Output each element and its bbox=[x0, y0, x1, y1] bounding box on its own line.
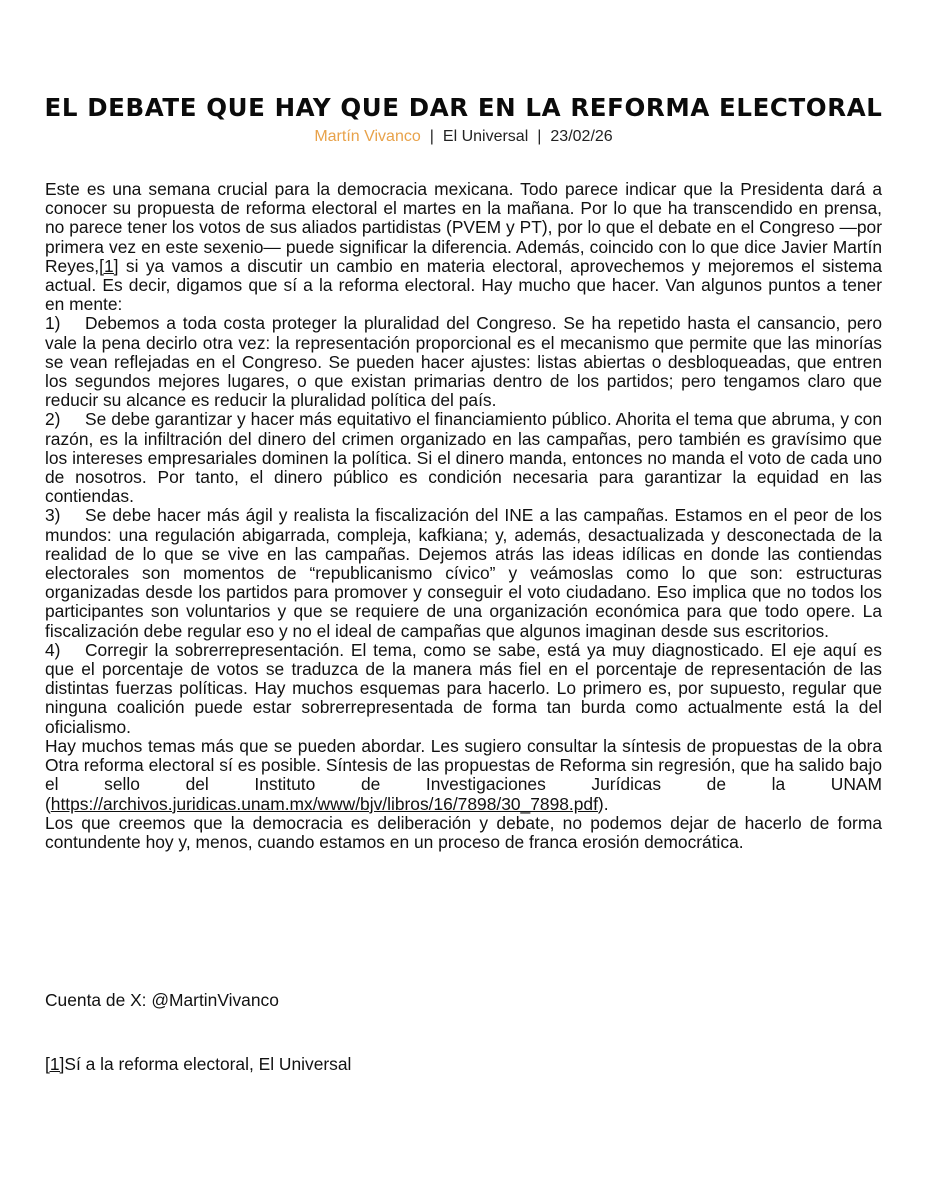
footnote-text: Sí a la reforma electoral, El Universal bbox=[64, 1054, 352, 1074]
point-number: 4) bbox=[45, 639, 61, 660]
point-number: 3) bbox=[45, 505, 61, 526]
point-text: Se debe garantizar y hacer más equitativo el financiamiento público. Ahorita el tema que abruma, y con razón, es la infiltración del dinero del crimen organizado en las campañas, pero también es gravísimo que los intereses empresariales dominen la política. Si el dinero manda, entonces no manda el voto de cada uno de nosotros. Por tanto, el dinero público es condición necesaria para garantizar la equidad en las contiendas. bbox=[45, 409, 882, 507]
point-number: 1) bbox=[45, 313, 61, 334]
footnote bbox=[45, 1055, 351, 1074]
point-text: Debemos a toda costa proteger la pluralidad del Congreso. Se ha repetido hasta el cansancio, pero vale la pena decirlo otra vez: la representación proporcional es el mecanismo que permite que las minorías se vean reflejadas en el Congreso. Se pueden hacer ajustes: listas abiertas o desbloqueadas, que entren los segundos mejores lugares, o que existan primarias dentro de los partidos; pero tengamos claro que reducir su alcance es reducir la pluralidad política del país. bbox=[45, 313, 882, 411]
article-title: EL DEBATE QUE HAY QUE DAR EN LA REFORMA ELECTORAL bbox=[44, 93, 883, 122]
byline bbox=[0, 128, 927, 146]
point-item-4 bbox=[45, 641, 882, 737]
author-name: Martín Vivanco bbox=[314, 128, 421, 145]
point-item-3 bbox=[45, 506, 882, 640]
point-text: Corregir la sobrerrepresentación. El tema, como se sabe, está ya muy diagnosticado. El eje aquí es que el porcentaje de votos se traduzca de la manera más fiel en el porcentaje de representación de las distintas fuerzas políticas. Hay muchos esquemas para hacerlo. Lo primero es, por supuesto, regular que ninguna coalición puede estar sobrerrepresentada de forma tan burda como actualmente está la del oficialismo. bbox=[45, 639, 882, 737]
intro-text-part2: si ya vamos a discutir un cambio en materia electoral, aprovechemos y mejoremos el sistema actual. Es decir, digamos que sí a la reforma electoral. Hay mucho que hacer. Van algunos puntos a tener en mente: bbox=[45, 255, 882, 315]
closing-text-part1: Hay muchos temas más que se pueden abordar. Les sugiero consultar la síntesis de propuestas de la obra Otra reforma electoral sí es posible. Síntesis de las propuestas de Reforma sin regresión, que ha salido bajo el sello del Instituto de Investigaciones Jurídicas de la UNAM ( bbox=[45, 735, 882, 814]
closing-paragraph bbox=[45, 737, 882, 814]
point-item-2 bbox=[45, 410, 882, 506]
byline-separator: | bbox=[429, 128, 434, 145]
unam-pdf-link[interactable]: https://archivos.juridicas.unam.mx/www/bjv/libros/16/7898/30_7898.pdf bbox=[50, 793, 598, 814]
social-handle: Cuenta de X: @MartinVivanco bbox=[45, 990, 279, 1010]
closing-text-part2: ). bbox=[597, 793, 609, 814]
point-number: 2) bbox=[45, 409, 61, 430]
publish-date: 23/02/26 bbox=[550, 128, 613, 145]
intro-text-part1: Este es una semana crucial para la democracia mexicana. Todo parece indicar que la Presidenta dará a conocer su propuesta de reforma electoral el martes en la mañana. Por lo que ha transcendido en prensa, no parece tener los votos de sus aliados partidistas (PVEM y PT), por lo que el debate en el Congreso —por primera vez en este sexenio— puede significar la diferencia. Además, coincido con lo que dice Javier Martín Reyes, bbox=[45, 179, 882, 276]
byline-separator: | bbox=[537, 128, 542, 145]
intro-paragraph bbox=[45, 180, 882, 314]
article-body bbox=[45, 180, 882, 852]
outlet-name: El Universal bbox=[442, 128, 529, 145]
final-paragraph: Los que creemos que la democracia es deliberación y debate, no podemos dejar de hacerlo de forma contundente hoy y, menos, cuando estamos en un proceso de franca erosión democrática. bbox=[45, 812, 882, 852]
footnote-anchor-link[interactable]: [1] bbox=[45, 1054, 65, 1074]
point-text: Se debe hacer más ágil y realista la fiscalización del INE a las campañas. Estamos en el peor de los mundos: una regulación abigarrada, compleja, kafkiana; y, además, desactualizada y desconectada de la realidad de lo que se vive en las campañas. Dejemos atrás las ideas idílicas en donde las contiendas electorales son momentos de “republicanismo cívico” y veámoslas como lo que son: estructuras organizadas desde los partidos para promover y conseguir el voto ciudadano. Eso implica que no todos los participantes son voluntarios y que se requiere de una organización económica para que todo opere. La fiscalización debe regular eso y no el ideal de campañas que algunos imaginan desde sus escritorios. bbox=[45, 505, 882, 641]
point-item-1 bbox=[45, 314, 882, 410]
footnote-reference-link[interactable]: [1] bbox=[99, 255, 119, 276]
